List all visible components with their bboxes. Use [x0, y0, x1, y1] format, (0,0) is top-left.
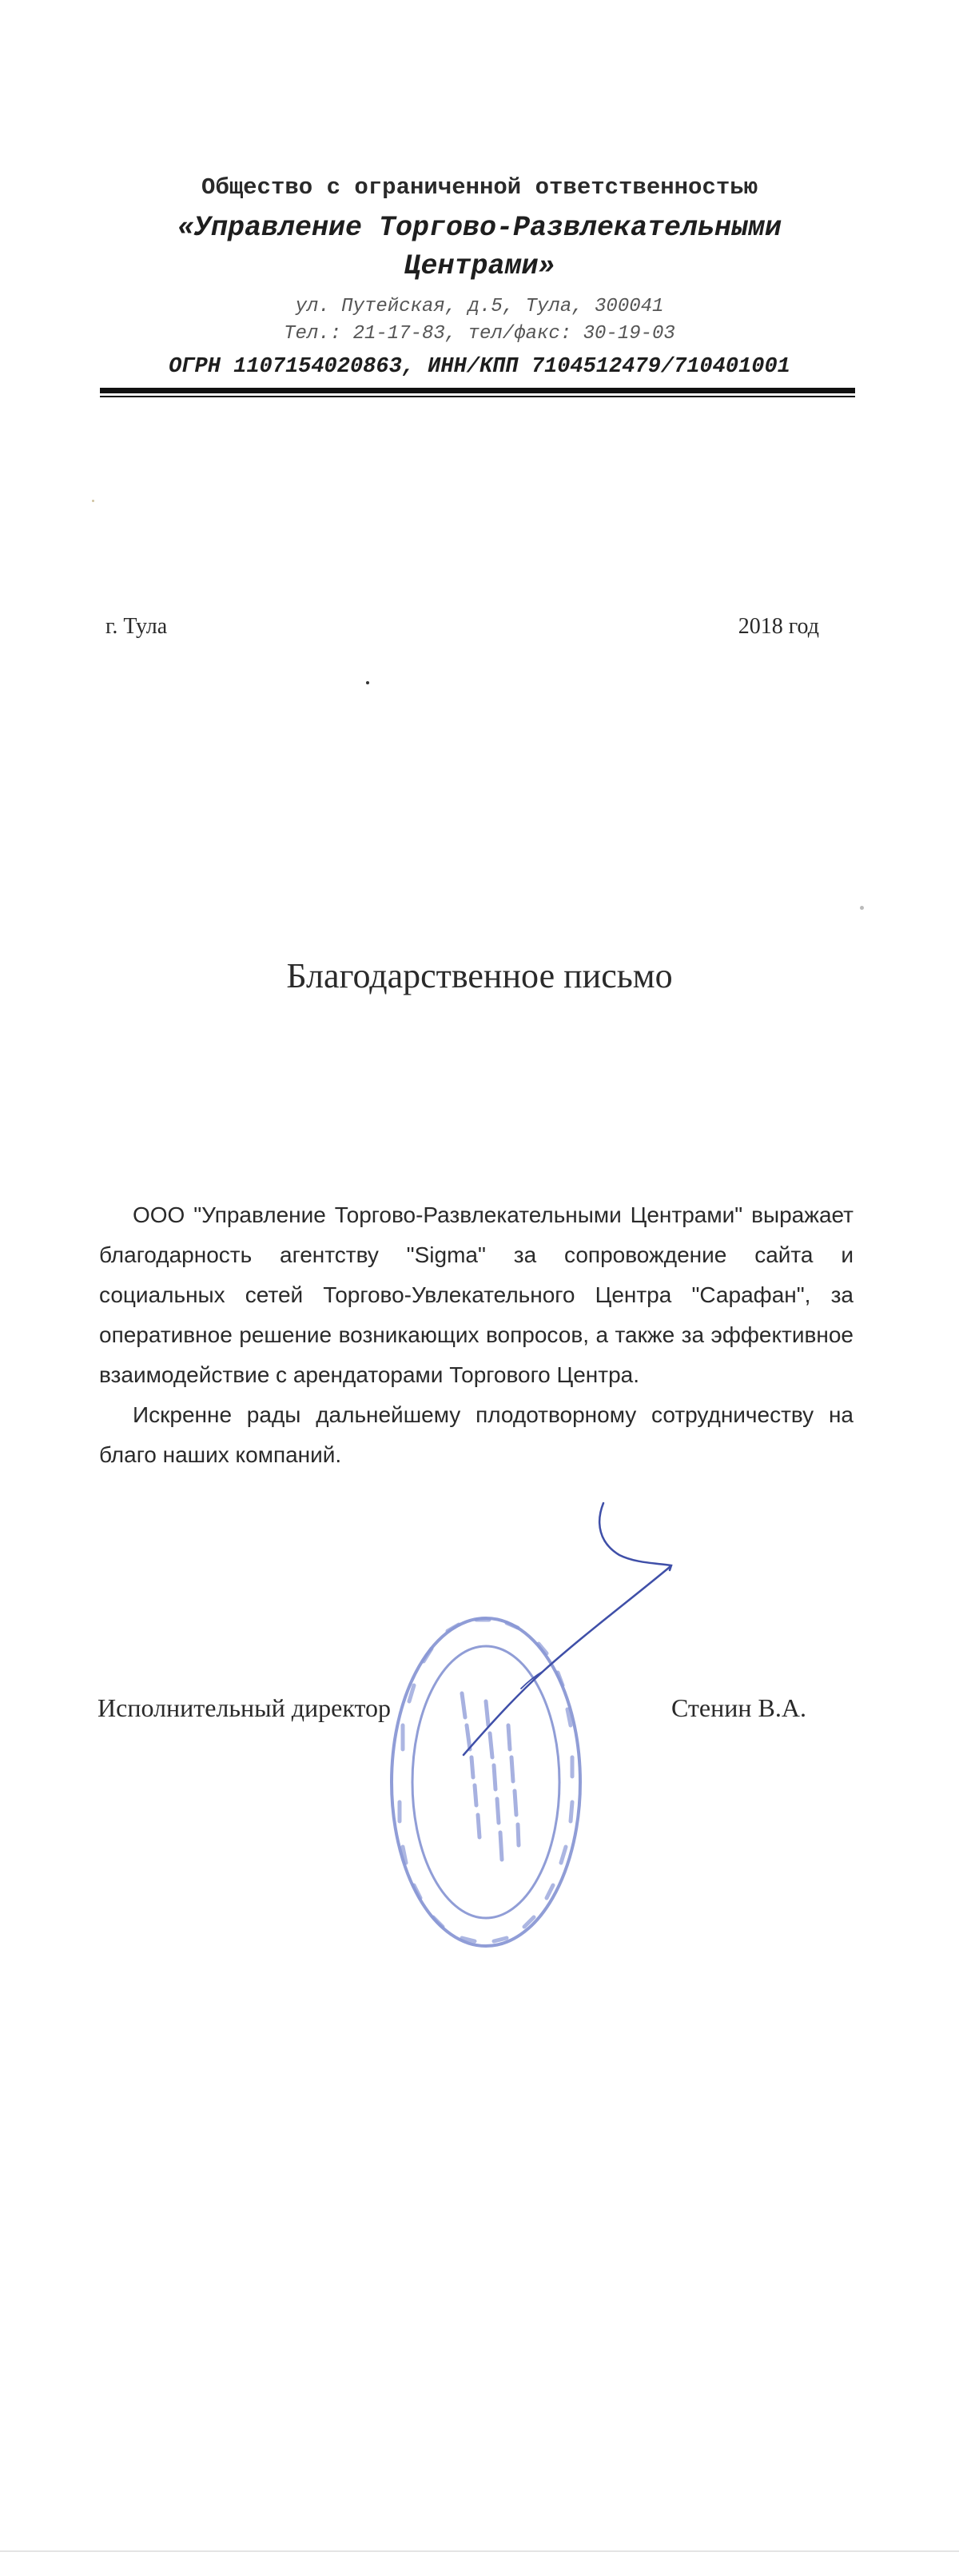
place: г. Тула: [105, 614, 168, 639]
scan-speck: [860, 906, 864, 910]
letterhead-org-name: «Управление Торгово-Развлекательными Центрами»: [177, 212, 782, 282]
letterhead-address: ул. Путейская, д.5, Тула, 300041: [295, 296, 664, 317]
letterhead-divider-thin: [100, 396, 855, 397]
body-paragraph-2: Искренне рады дальнейшему плодотворному сотрудничеству на благо наших компаний.: [99, 1402, 854, 1467]
letterhead-divider: [100, 388, 855, 393]
signatory-name: Стенин В.А.: [671, 1693, 806, 1722]
scan-speck: [366, 681, 369, 684]
letterhead-registration: ОГРН 1107154020863, ИНН/КПП 7104512479/710401001: [169, 355, 790, 379]
letterhead-phone: Тел.: 21-17-83, тел/факс: 30-19-03: [284, 323, 675, 345]
handwritten-signature: [448, 1487, 703, 1767]
letterhead: [96, 172, 863, 383]
letterhead-org-type: Общество с ограниченной ответственностью: [201, 174, 758, 201]
signatory-role: Исполнительный директор: [97, 1693, 392, 1722]
scan-edge: [0, 2550, 959, 2552]
body-paragraph-1: ООО "Управление Торгово-Развлекательными Центрами" выражает благодарность агентству "Sigma" за сопровождение сайта и социальных сетей Торгово-Увлекательного Центра "Сарафан", за оперативное решение возникающих вопросов, а также за эффективное взаимодействие с арендаторами Торгового Центра.: [99, 1202, 854, 1387]
scan-speck: [92, 500, 94, 502]
year: 2018 год: [738, 614, 819, 639]
letter-body: [99, 1195, 854, 1475]
document-title: Благодарственное письмо: [286, 956, 673, 995]
